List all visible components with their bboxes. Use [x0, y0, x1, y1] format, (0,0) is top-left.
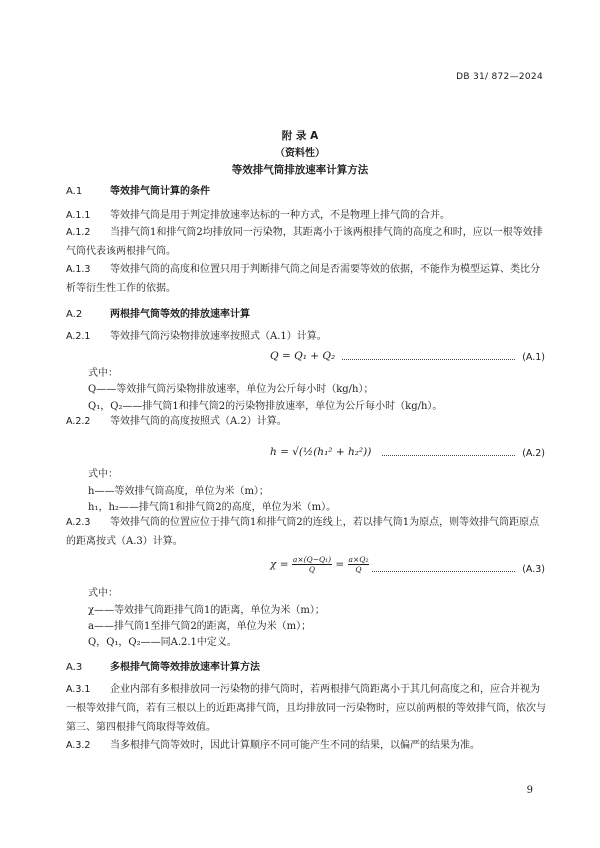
definition: h₁，h₂——排气筒1和排气筒2的高度，单位为米（m）。: [88, 502, 337, 513]
fraction-numerator: a×(Q−Q₁): [292, 555, 332, 564]
section-number: A.1: [66, 186, 83, 197]
clause: [66, 412, 548, 431]
clause: [66, 736, 548, 755]
appendix-header: [0, 128, 600, 179]
clause-number: A.1.2: [66, 227, 91, 238]
formula-number: (A.3): [522, 564, 545, 575]
clause-text: 当多根排气筒等效时，因此计算顺序不同可能产生不同的结果，以偏严的结果为准。: [110, 740, 480, 751]
clause-text: 等效排气筒是用于判定排放速率达标的一种方式，不是物理上排气筒的合并。: [110, 210, 450, 221]
page-number: 9: [526, 785, 533, 796]
definition: Q₁，Q₂——排气筒1和排气筒2的污染物排放速率，单位为公斤每小时（kg/h）。: [88, 401, 443, 412]
clause: [66, 513, 548, 551]
section-heading: [66, 658, 260, 673]
definition: χ——等效排气筒距排气筒1的距离，单位为米（m）；: [88, 605, 325, 616]
clause-number: A.2.3: [66, 517, 91, 528]
definition: a——排气筒1至排气筒2的距离，单位为米（m）；: [88, 621, 312, 632]
formula-number: (A.1): [522, 352, 545, 363]
clause-number: A.1.1: [66, 210, 91, 221]
formula-lhs: χ: [270, 558, 277, 571]
clause-text: 等效排气筒的位置应位于排气筒1和排气筒2的连线上，若以排气筒1为原点，则等效排气筒距原点的距离按式（A.3）计算。: [66, 517, 540, 547]
appendix-label: 附 录 A: [281, 130, 319, 142]
clause-number: A.1.3: [66, 264, 91, 275]
definition: h——等效排气筒高度，单位为米（m）；: [88, 486, 269, 497]
clause: [66, 680, 548, 737]
formula-lhs: Q: [270, 350, 279, 362]
formula-a1: [270, 336, 545, 366]
clause-text: 等效排气筒污染物排放速率按照式（A.1）计算。: [110, 331, 327, 342]
section-heading: [66, 182, 210, 197]
where-label: 式中：: [88, 368, 118, 379]
leader-dots: [342, 359, 515, 360]
fraction-denominator: Q: [355, 565, 362, 574]
clause-number: A.2.1: [66, 331, 91, 342]
where-label: 式中：: [88, 469, 118, 480]
formula-a3: [270, 548, 545, 578]
fraction: [348, 555, 370, 574]
formula-rhs: = √(½(h₁² + h₂²)): [280, 446, 372, 458]
definition: Q，Q₁，Q₂——同A.2.1中定义。: [88, 637, 237, 648]
clause-text: 当排气筒1和排气筒2均排放同一污染物，其距离小于该两根排气筒的高度之和时，应以一根等效排气筒代表该两根排气筒。: [66, 227, 543, 257]
clause-text: 企业内部有多根排放同一污染物的排气筒时，若两根排气筒距离小于其几何高度之和，应合并视为一根等效排气筒，若有三根以上的近距离排气筒，且均排放同一污染物时，应以前两根的等效排气筒，依次与第三、第四根排气筒取得等效值。: [66, 684, 546, 733]
where-label: 式中：: [88, 588, 118, 599]
section-title: 等效排气筒计算的条件: [110, 186, 210, 197]
section-title: 两根排气筒等效的排放速率计算: [110, 309, 250, 320]
clause-number: A.3.2: [66, 740, 91, 751]
formula-expression: [270, 446, 371, 458]
leader-dots: [372, 571, 515, 572]
document-code: DB 31/ 872—2024: [456, 72, 543, 82]
formula-a2: [270, 432, 545, 462]
section-number: A.2: [66, 309, 83, 320]
formula-expression: [270, 350, 335, 362]
formula-number: (A.2): [522, 448, 545, 459]
appendix-type: （资料性）: [275, 148, 325, 159]
section-number: A.3: [66, 662, 83, 673]
clause-number: A.2.2: [66, 416, 91, 427]
formula-lhs: h: [270, 446, 277, 458]
clause-text: 等效排气筒的高度和位置只用于判断排气筒之间是否需要等效的依据，不能作为模型运算、类比分析等衍生性工作的依据。: [66, 264, 540, 294]
definition: Q——等效排气筒污染物排放速率，单位为公斤每小时（kg/h）；: [88, 384, 374, 395]
clause: [66, 260, 548, 298]
appendix-title: 等效排气筒排放速率计算方法: [231, 164, 369, 176]
fraction: [292, 555, 332, 574]
fraction-numerator: a×Q₂: [348, 555, 369, 564]
clause-text: 等效排气筒的高度按照式（A.2）计算。: [110, 416, 287, 427]
formula-expression: χ = $\frac{\text{a×(Q−Q₁)}}{Q}$ = $\frac{\text{a×Q₂}}{Q}$: [270, 555, 369, 574]
section-title: 多根排气筒等效排放速率计算方法: [110, 662, 260, 673]
formula-rhs: = Q₁ + Q₂: [281, 350, 336, 362]
section-heading: [66, 305, 250, 320]
fraction-denominator: Q: [308, 565, 316, 574]
clause: [66, 223, 548, 261]
leader-dots: [382, 455, 515, 456]
clause-number: A.3.1: [66, 684, 91, 695]
